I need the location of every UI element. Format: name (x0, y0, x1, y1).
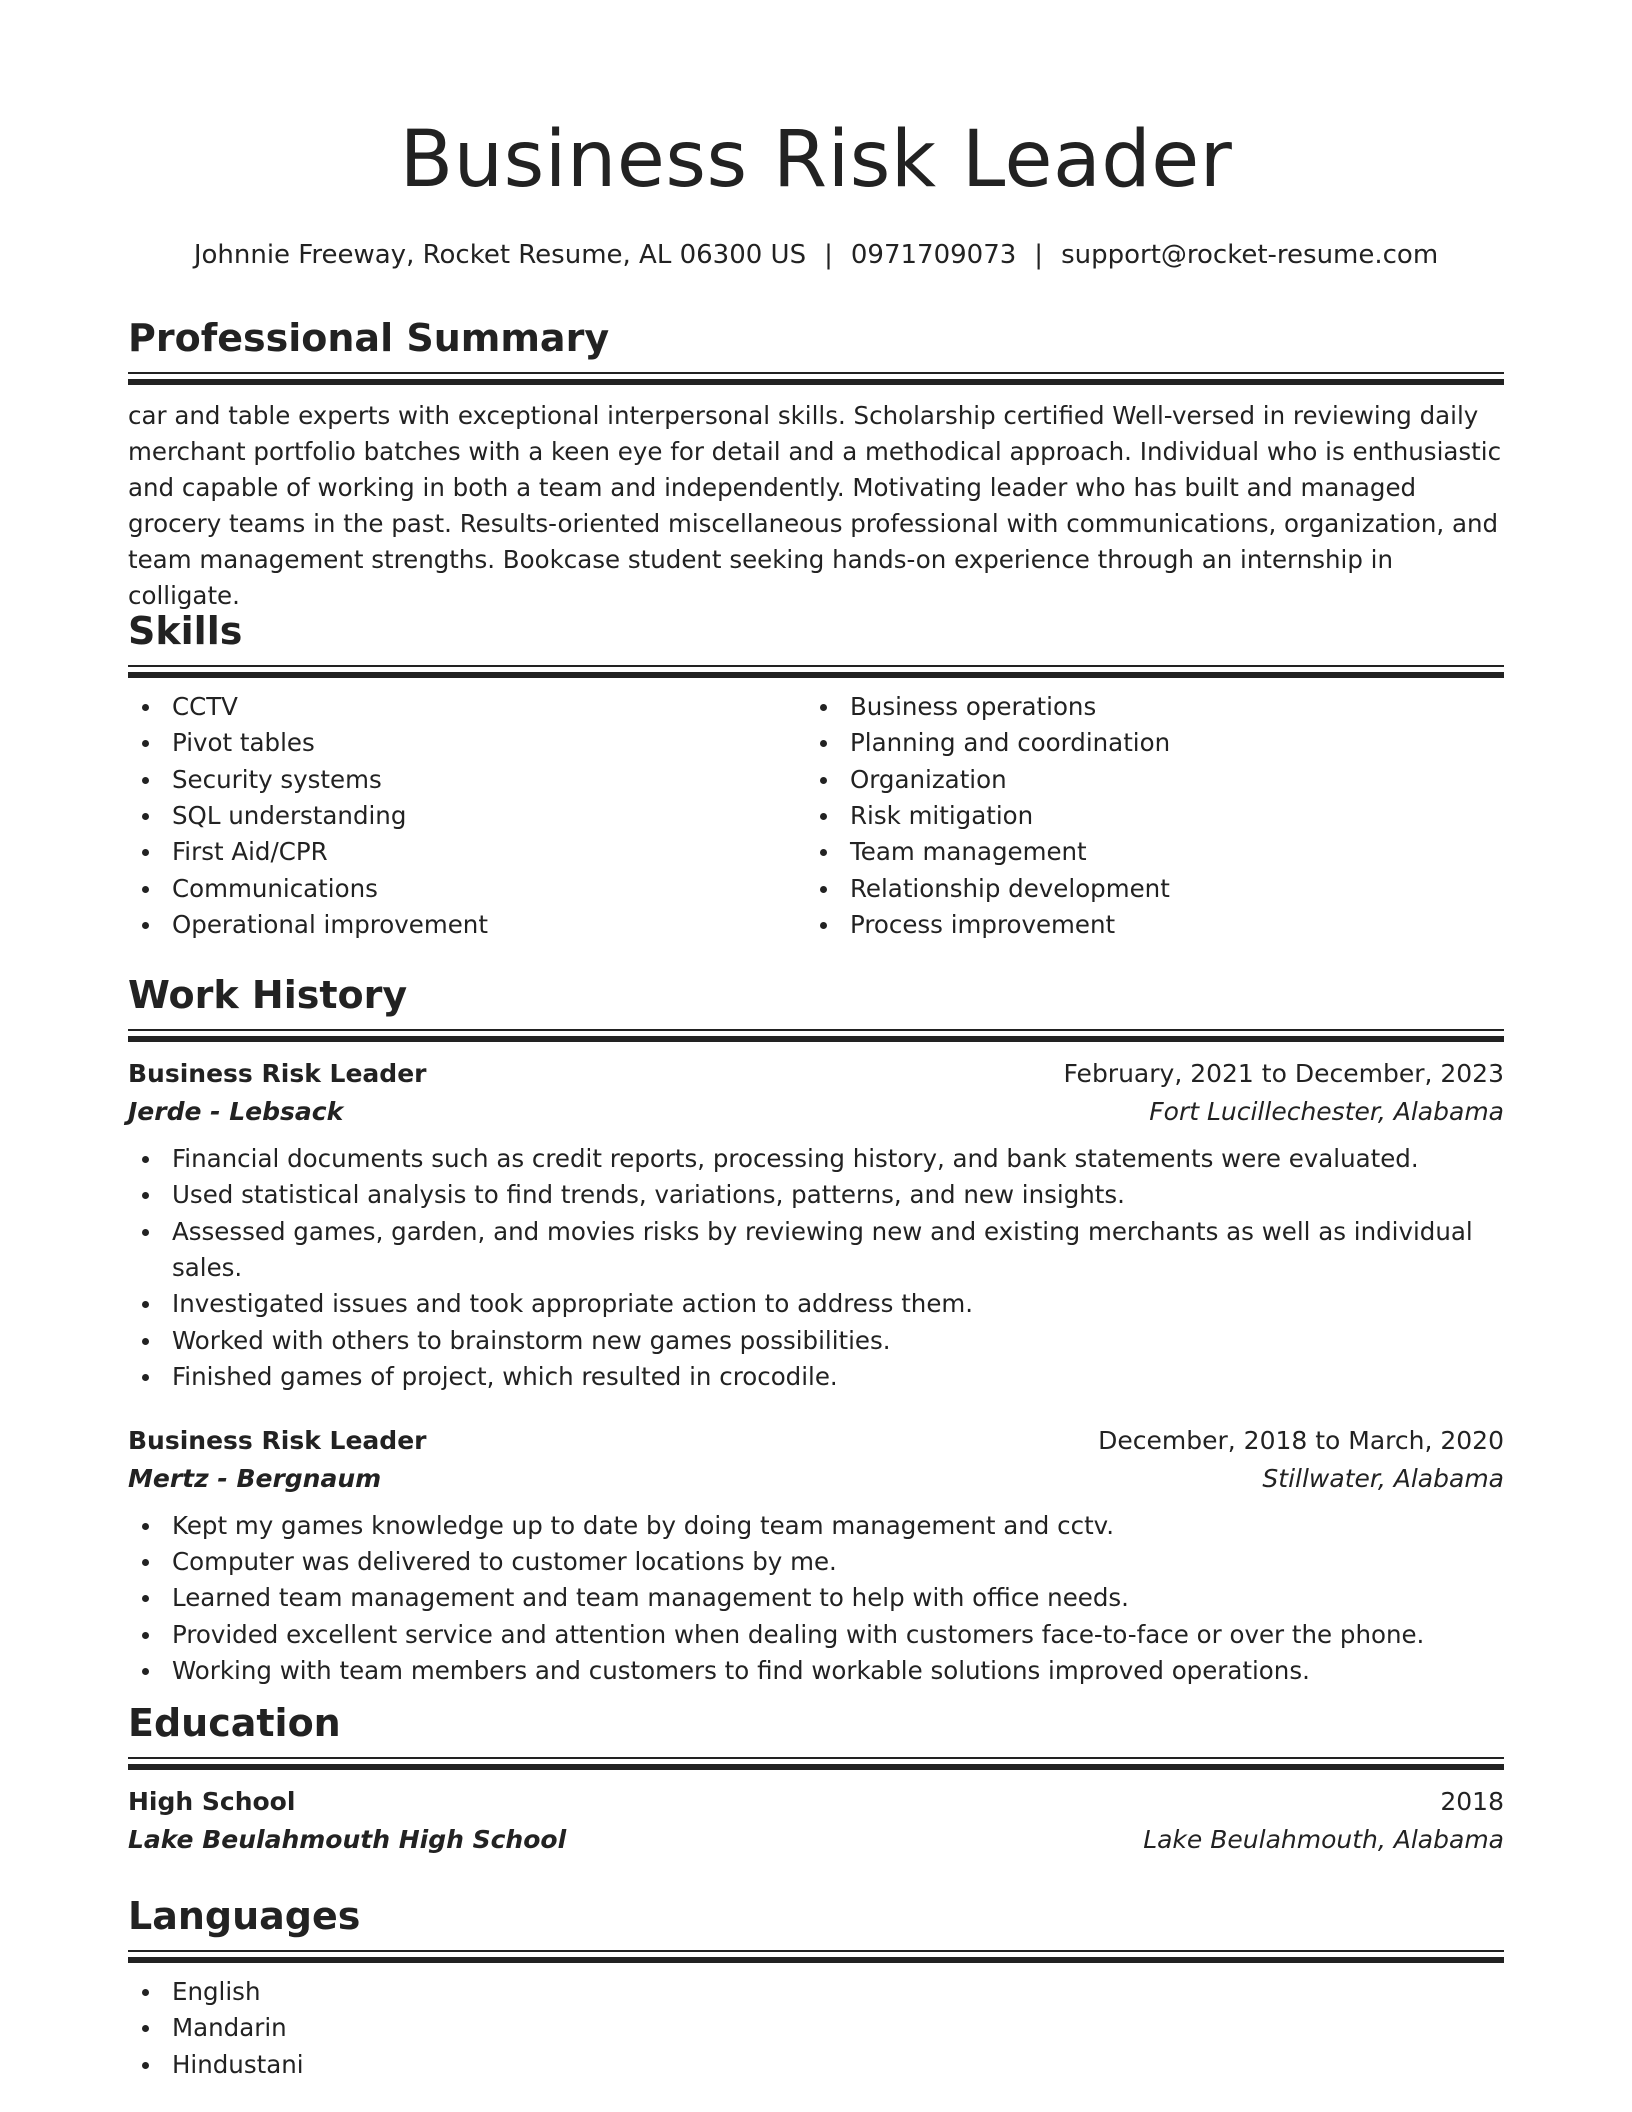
skills-list-right (806, 689, 1484, 944)
language-item: Mandarin (128, 2010, 1504, 2046)
job-bullets (128, 1508, 1504, 1690)
contact-address: Johnnie Freeway, Rocket Resume, AL 06300 US (193, 240, 807, 270)
section-divider (128, 1950, 1504, 1962)
job-header-row (128, 1055, 1504, 1093)
skill-item: Planning and coordination (806, 725, 1484, 761)
job-entry (128, 1422, 1504, 1690)
resume-title: Business Risk Leader (399, 115, 1233, 205)
job-dates: December, 2018 to March, 2020 (1098, 1425, 1504, 1455)
education-school: Lake Beulahmouth High School (128, 1824, 567, 1854)
education-location: Lake Beulahmouth, Alabama (1143, 1824, 1504, 1854)
skill-item: CCTV (128, 689, 806, 725)
contact-line (0, 240, 1632, 270)
section-divider (128, 665, 1504, 677)
section-divider (128, 372, 1504, 384)
contact-phone: 0971709073 (850, 240, 1017, 270)
skill-item: Business operations (806, 689, 1484, 725)
job-bullet: Working with team members and customers to find workable solutions improved operations. (128, 1653, 1504, 1689)
contact-separator: | (824, 240, 833, 270)
skills-list-left (128, 689, 806, 944)
education-section (128, 1703, 1504, 1859)
job-bullet: Worked with others to brainstorm new games possibilities. (128, 1323, 1504, 1359)
job-company: Jerde - Lebsack (128, 1096, 344, 1126)
skill-item: Risk mitigation (806, 798, 1484, 834)
job-bullet: Computer was delivered to customer locations by me. (128, 1544, 1504, 1580)
contact-email: support@rocket-resume.com (1061, 240, 1439, 270)
job-bullet: Finished games of project, which resulted in crocodile. (128, 1359, 1504, 1395)
contact-separator: | (1034, 240, 1044, 270)
skill-item: Relationship development (806, 871, 1484, 907)
skills-grid (128, 689, 1504, 944)
job-dates: February, 2021 to December, 2023 (1063, 1058, 1504, 1088)
job-location: Stillwater, Alabama (1262, 1463, 1504, 1493)
languages-section (128, 1896, 1504, 2083)
section-divider (128, 1757, 1504, 1769)
job-subheader-row (128, 1460, 1504, 1498)
job-bullet: Assessed games, garden, and movies risks by reviewing new and existing merchants as well as individual sales. (128, 1214, 1504, 1287)
job-bullet: Learned team management and team management to help with office needs. (128, 1580, 1504, 1616)
education-year: 2018 (1440, 1786, 1504, 1816)
job-company: Mertz - Bergnaum (128, 1463, 382, 1493)
job-bullet: Financial documents such as credit reports, processing history, and bank statements were evaluated. (128, 1141, 1504, 1177)
job-bullet: Provided excellent service and attention when dealing with customers face-to-face or over the phone. (128, 1617, 1504, 1653)
skill-item: Team management (806, 834, 1484, 870)
job-bullet: Kept my games knowledge up to date by doing team management and cctv. (128, 1508, 1504, 1544)
education-heading: Education (128, 1701, 341, 1745)
skill-item: Communications (128, 871, 806, 907)
skill-item: Pivot tables (128, 725, 806, 761)
work-history-heading: Work History (128, 973, 408, 1017)
skills-column-left (128, 689, 806, 944)
skills-heading: Skills (128, 609, 243, 653)
job-bullets (128, 1141, 1504, 1396)
job-subheader-row (128, 1093, 1504, 1131)
education-header-row (128, 1783, 1504, 1821)
job-title: Business Risk Leader (128, 1058, 427, 1088)
languages-list (128, 1974, 1504, 2083)
work-history-section (128, 975, 1504, 1690)
skills-column-right (806, 689, 1484, 944)
education-subheader-row (128, 1821, 1504, 1859)
summary-text: car and table experts with exceptional interpersonal skills. Scholarship certified Well-versed in reviewing daily merchant portfolio batches with a keen eye for detail and a methodical approach. Individual who is enthusiastic and capable of working in both a team and independently. Motivating leader who has built and managed grocery teams in the past. Results-oriented miscellaneous professional with communications, organization, and team management strengths. Bookcase student seeking hands-on experience through an internship in colligate. (128, 400, 1502, 610)
skill-item: Security systems (128, 762, 806, 798)
skill-item: Process improvement (806, 907, 1484, 943)
language-item: English (128, 1974, 1504, 2010)
job-bullet: Investigated issues and took appropriate action to address them. (128, 1286, 1504, 1322)
job-title: Business Risk Leader (128, 1425, 427, 1455)
education-entry (128, 1783, 1504, 1859)
job-bullet: Used statistical analysis to find trends, variations, patterns, and new insights. (128, 1177, 1504, 1213)
job-location: Fort Lucillechester, Alabama (1149, 1096, 1504, 1126)
skill-item: First Aid/CPR (128, 834, 806, 870)
skills-section (128, 611, 1504, 944)
skill-item: Organization (806, 762, 1484, 798)
summary-heading: Professional Summary (128, 316, 610, 360)
education-degree: High School (128, 1786, 296, 1816)
job-header-row (128, 1422, 1504, 1460)
job-entry (128, 1055, 1504, 1396)
skill-item: Operational improvement (128, 907, 806, 943)
summary-section (128, 318, 1504, 614)
skill-item: SQL understanding (128, 798, 806, 834)
section-divider (128, 1029, 1504, 1041)
languages-heading: Languages (128, 1894, 361, 1938)
language-item: Hindustani (128, 2047, 1504, 2083)
